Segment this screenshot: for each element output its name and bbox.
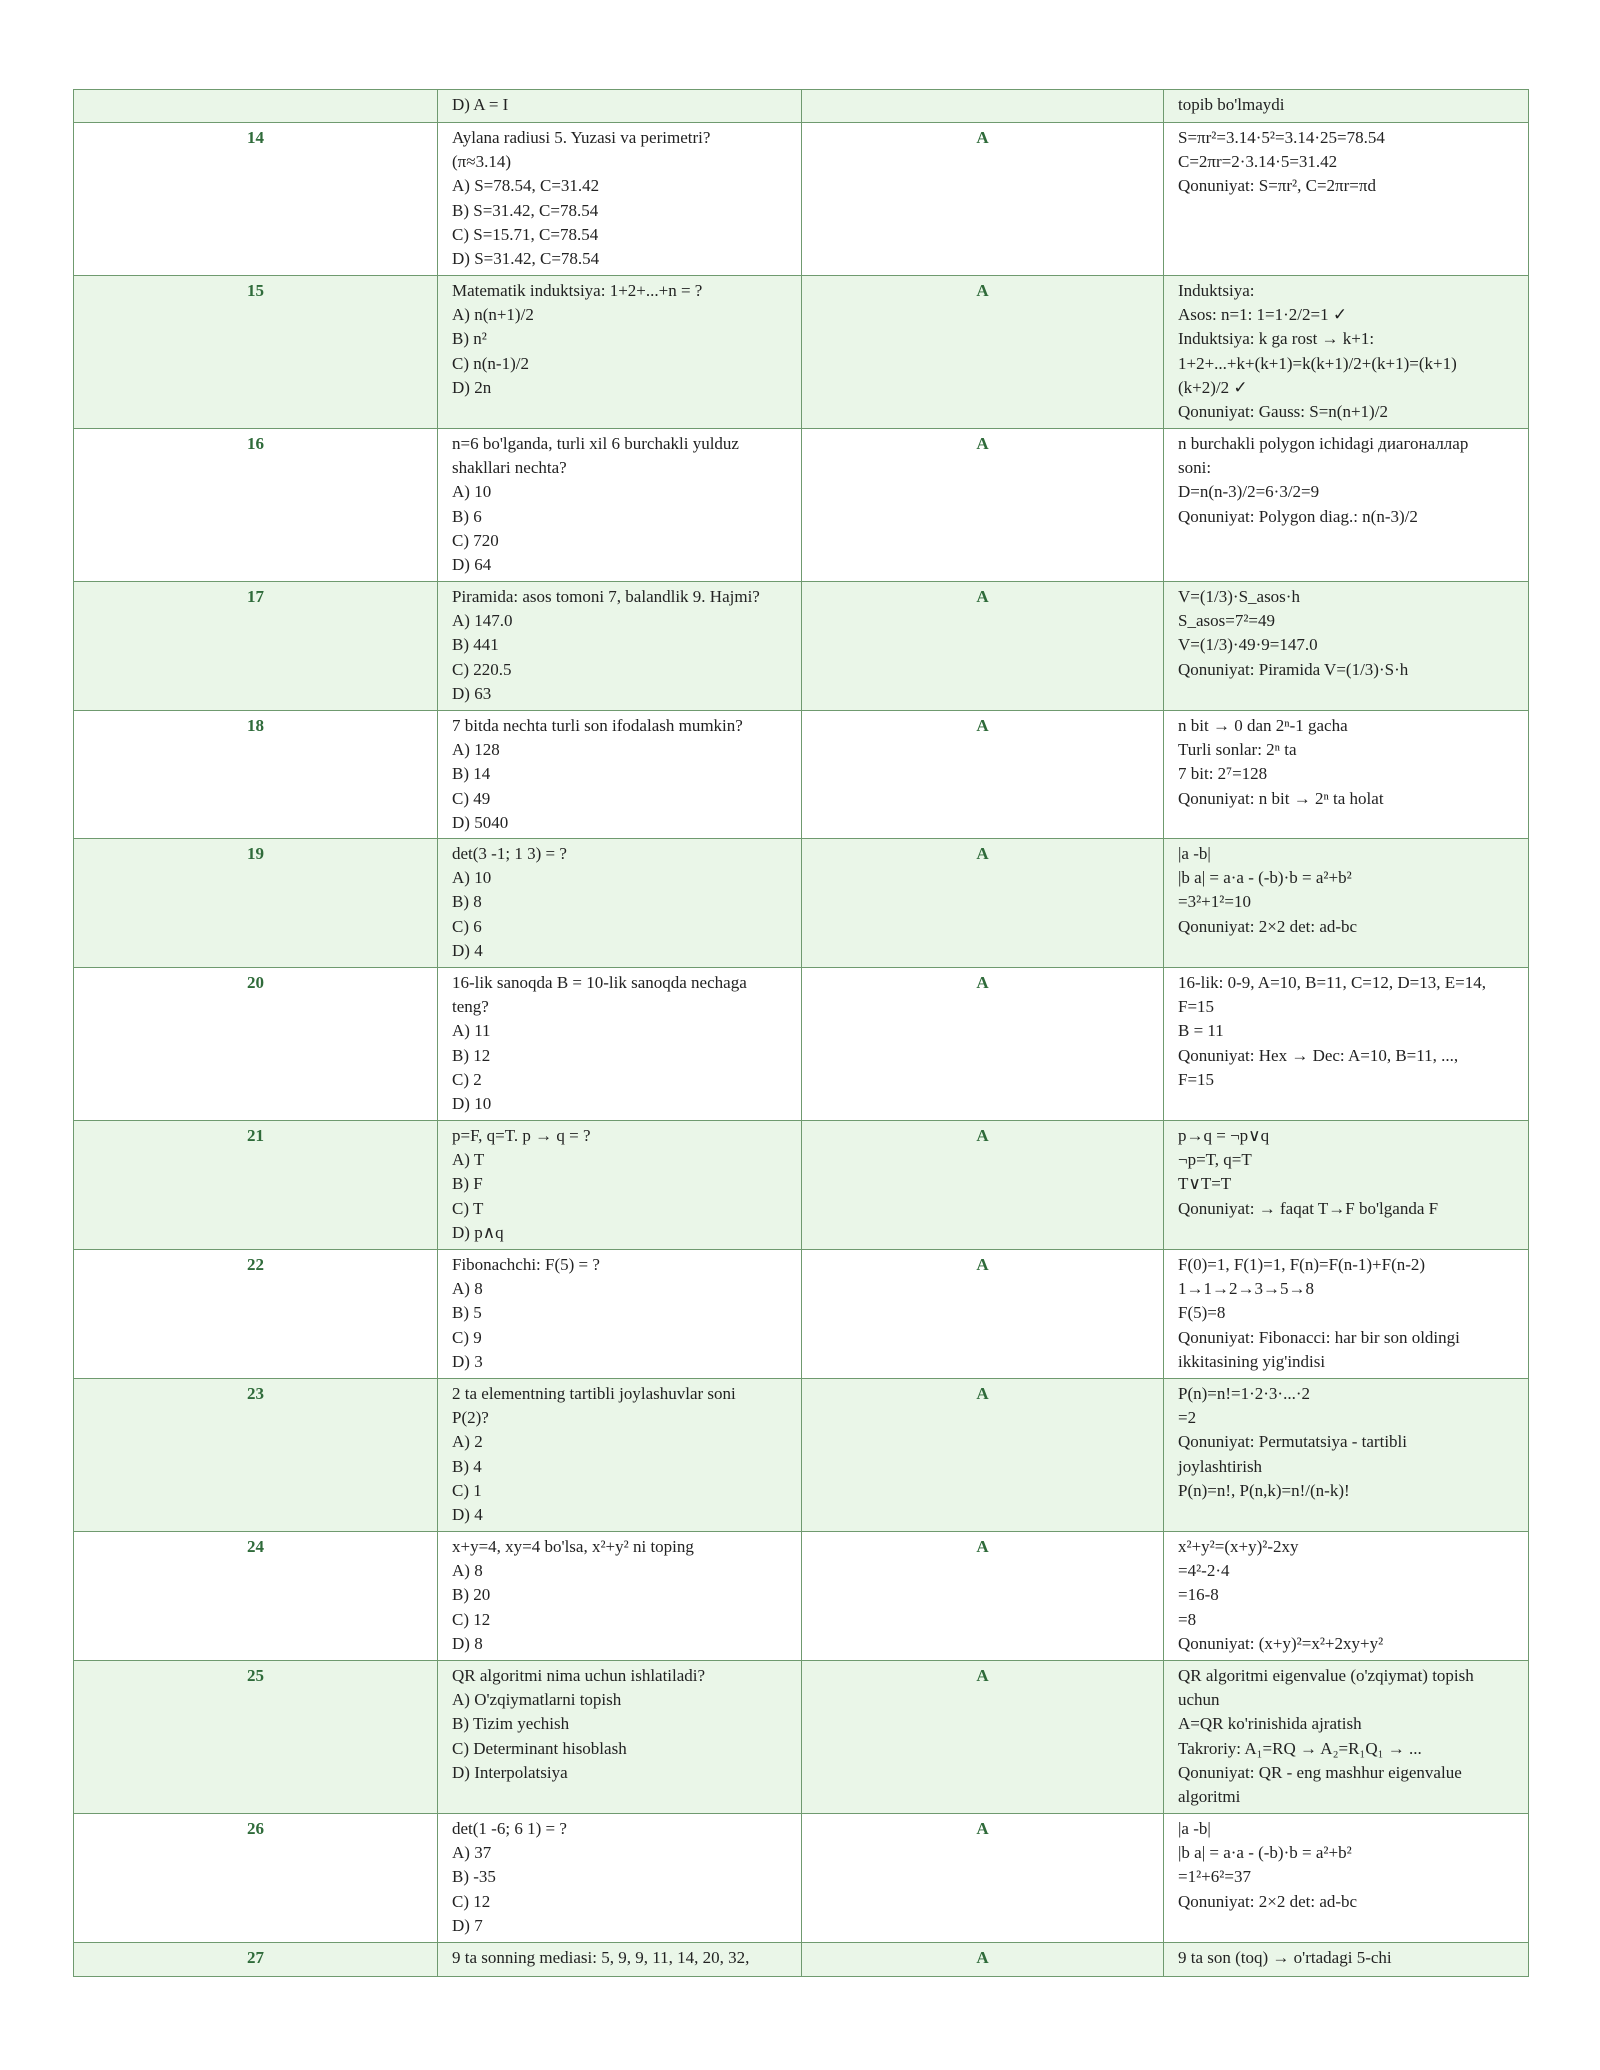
table-row <box>74 1532 1529 1661</box>
question-line: det(1 -6; 6 1) = ? <box>452 1819 567 1839</box>
table-row <box>74 1379 1529 1532</box>
question-line: C) n(n-1)/2 <box>452 353 529 373</box>
question-cell <box>438 839 802 968</box>
table-row <box>74 276 1529 429</box>
table-row <box>74 711 1529 839</box>
question-line: D) 10 <box>452 1094 492 1114</box>
solution-line: QR algoritmi eigenvalue (o'zqiymat) topish <box>1178 1666 1474 1686</box>
answer-letter: A <box>802 839 1164 968</box>
solution-line: Qonuniyat: → faqat T→F bo'lganda F <box>1178 1198 1439 1218</box>
question-line: B) 5 <box>452 1303 482 1323</box>
question-line: D) A = I <box>452 95 509 114</box>
solution-line: Induktsiya: k ga rost → k+1: <box>1178 329 1375 349</box>
table-row <box>74 123 1529 276</box>
question-cell <box>438 968 802 1121</box>
solution-line: =1²+6²=37 <box>1178 1867 1251 1887</box>
solution-line: uchun <box>1178 1690 1220 1710</box>
question-number: 14 <box>74 123 438 276</box>
solution-line: Turli sonlar: 2ⁿ ta <box>1178 740 1297 760</box>
solution-line: 1+2+...+k+(k+1)=k(k+1)/2+(k+1)=(k+1) <box>1178 353 1457 373</box>
solution-line: F(5)=8 <box>1178 1303 1226 1323</box>
question-number: 25 <box>74 1661 438 1814</box>
solution-line: Qonuniyat: Piramida V=(1/3)·S·h <box>1178 659 1409 679</box>
question-number: 23 <box>74 1379 438 1532</box>
question-line: Aylana radiusi 5. Yuzasi va perimetri? <box>452 128 711 147</box>
solution-line: F=15 <box>1178 997 1215 1017</box>
solution-line: V=(1/3)·49·9=147.0 <box>1178 635 1318 655</box>
solution-line: Qonuniyat: 2×2 det: ad-bc <box>1178 916 1358 936</box>
question-cell <box>438 1532 802 1661</box>
question-line: D) 4 <box>452 1505 483 1525</box>
question-line: C) Determinant hisoblash <box>452 1738 627 1758</box>
question-line: A) 10 <box>452 868 492 888</box>
question-number: 21 <box>74 1121 438 1250</box>
question-line: A) 10 <box>452 482 492 502</box>
question-number: 27 <box>74 1943 438 1977</box>
solution-line: Qonuniyat: Polygon diag.: n(n-3)/2 <box>1178 506 1418 526</box>
question-number: 26 <box>74 1814 438 1943</box>
solution-cell <box>1164 1532 1529 1661</box>
solution-line: n bit → 0 dan 2ⁿ-1 gacha <box>1178 716 1348 735</box>
solution-line: S_asos=7²=49 <box>1178 611 1276 631</box>
question-line: B) 4 <box>452 1456 482 1476</box>
solution-line: D=n(n-3)/2=6·3/2=9 <box>1178 482 1320 502</box>
question-line: C) 220.5 <box>452 659 512 679</box>
solution-line: |a -b| <box>1178 1819 1211 1839</box>
table-row <box>74 1814 1529 1943</box>
question-line: P(2)? <box>452 1408 489 1428</box>
solution-cell <box>1164 582 1529 711</box>
question-line: B) F <box>452 1174 483 1194</box>
solution-line: 7 bit: 2⁷=128 <box>1178 764 1268 784</box>
question-number: 19 <box>74 839 438 968</box>
question-number: 15 <box>74 276 438 429</box>
question-number: 16 <box>74 429 438 582</box>
solution-line: T∨T=T <box>1178 1174 1232 1194</box>
question-line: B) 20 <box>452 1585 491 1605</box>
question-line: Piramida: asos tomoni 7, balandlik 9. Hajmi? <box>452 587 760 606</box>
question-line: 7 bitda nechta turli son ifodalash mumkin? <box>452 716 743 735</box>
question-cell <box>438 429 802 582</box>
question-line: D) p∧q <box>452 1222 504 1242</box>
solution-cell <box>1164 1814 1529 1943</box>
answer-letter: A <box>802 582 1164 711</box>
solution-line: Asos: n=1: 1=1·2/2=1 ✓ <box>1178 305 1348 325</box>
question-cell <box>438 1379 802 1532</box>
solution-line: F(0)=1, F(1)=1, F(n)=F(n-1)+F(n-2) <box>1178 1255 1426 1275</box>
question-line: D) 2n <box>452 377 492 397</box>
question-line: D) 7 <box>452 1915 483 1935</box>
question-line: C) 12 <box>452 1891 491 1911</box>
question-cell <box>438 1250 802 1379</box>
question-line: A) S=78.54, C=31.42 <box>452 176 600 196</box>
solution-line: Qonuniyat: Gauss: S=n(n+1)/2 <box>1178 402 1388 422</box>
table-row <box>74 839 1529 968</box>
question-line: D) Interpolatsiya <box>452 1762 568 1782</box>
solution-line: =3²+1²=10 <box>1178 892 1251 912</box>
question-line: QR algoritmi nima uchun ishlatiladi? <box>452 1666 706 1686</box>
solution-line: |a -b| <box>1178 844 1211 864</box>
question-line: C) 6 <box>452 916 482 936</box>
question-cell <box>438 711 802 839</box>
question-line: 2 ta elementning tartibli joylashuvlar soni <box>452 1384 736 1404</box>
question-line: C) 2 <box>452 1069 482 1089</box>
question-line: A) 128 <box>452 740 500 760</box>
solution-cell <box>1164 1250 1529 1379</box>
question-line: A) 2 <box>452 1432 483 1452</box>
question-line: 9 ta sonning mediasi: 5, 9, 9, 11, 14, 20, 32, <box>452 1948 750 1968</box>
question-line: A) 11 <box>452 1021 491 1041</box>
question-number: 24 <box>74 1532 438 1661</box>
solution-line: Qonuniyat: QR - eng mashhur eigenvalue <box>1178 1762 1462 1782</box>
question-line: C) 1 <box>452 1480 482 1500</box>
question-number: 20 <box>74 968 438 1121</box>
question-number: 18 <box>74 711 438 839</box>
answer-letter: A <box>802 1943 1164 1977</box>
answer-letter: A <box>802 123 1164 276</box>
solution-line: (k+2)/2 ✓ <box>1178 377 1248 397</box>
answer-letter: A <box>802 1121 1164 1250</box>
question-line: D) 3 <box>452 1351 483 1371</box>
table-row <box>74 429 1529 582</box>
solution-line: Induktsiya: <box>1178 281 1255 300</box>
solution-line: topib bo'lmaydi <box>1178 95 1285 114</box>
solution-cell <box>1164 1379 1529 1532</box>
question-line: x+y=4, xy=4 bo'lsa, x²+y² ni toping <box>452 1537 694 1557</box>
question-line: shakllari nechta? <box>452 458 567 478</box>
solution-line: P(n)=n!, P(n,k)=n!/(n-k)! <box>1178 1480 1350 1500</box>
solution-line: Qonuniyat: n bit → 2ⁿ ta holat <box>1178 788 1384 808</box>
question-line: C) 720 <box>452 530 499 550</box>
question-line: C) 12 <box>452 1609 491 1629</box>
question-cell <box>438 1121 802 1250</box>
question-number <box>74 90 438 123</box>
questions-table-body <box>74 90 1529 1977</box>
solution-cell <box>1164 1661 1529 1814</box>
question-line: B) Tizim yechish <box>452 1714 570 1734</box>
question-line: B) 441 <box>452 635 499 655</box>
question-line: C) S=15.71, C=78.54 <box>452 224 599 244</box>
solution-line: ¬p=T, q=T <box>1178 1150 1252 1170</box>
solution-cell <box>1164 1121 1529 1250</box>
question-cell <box>438 1661 802 1814</box>
question-line: det(3 -1; 1 3) = ? <box>452 844 567 864</box>
question-line: B) 14 <box>452 764 491 784</box>
solution-cell <box>1164 90 1529 123</box>
solution-line: 9 ta son (toq) → o'rtadagi 5-chi <box>1178 1948 1392 1968</box>
question-cell <box>438 276 802 429</box>
question-line: B) 12 <box>452 1045 491 1065</box>
question-line: B) n² <box>452 329 487 349</box>
questions-table <box>73 89 1529 1977</box>
solution-line: |b a| = a·a - (-b)·b = a²+b² <box>1178 868 1352 888</box>
solution-line: ikkitasining yig'indisi <box>1178 1351 1326 1371</box>
solution-line: algoritmi <box>1178 1787 1241 1807</box>
question-line: A) 8 <box>452 1561 483 1581</box>
solution-line: Qonuniyat: Hex → Dec: A=10, B=11, ..., <box>1178 1045 1459 1065</box>
question-line: A) 8 <box>452 1279 483 1299</box>
question-line: A) O'zqiymatlarni topish <box>452 1690 622 1710</box>
solution-line: p→q = ¬p∨q <box>1178 1126 1270 1146</box>
question-line: Matematik induktsiya: 1+2+...+n = ? <box>452 281 703 300</box>
question-line: D) 4 <box>452 940 483 960</box>
question-line: n=6 bo'lganda, turli xil 6 burchakli yulduz <box>452 434 739 453</box>
question-line: Fibonachchi: F(5) = ? <box>452 1255 600 1275</box>
solution-line: V=(1/3)·S_asos·h <box>1178 587 1300 606</box>
question-line: p=F, q=T. p → q = ? <box>452 1126 591 1146</box>
solution-line: joylashtirish <box>1178 1456 1263 1476</box>
table-row <box>74 1943 1529 1977</box>
solution-line: S=πr²=3.14·5²=3.14·25=78.54 <box>1178 128 1385 147</box>
solution-line: Qonuniyat: Permutatsiya - tartibli <box>1178 1432 1407 1452</box>
table-row <box>74 1250 1529 1379</box>
question-line: B) S=31.42, C=78.54 <box>452 200 599 220</box>
solution-cell <box>1164 839 1529 968</box>
table-row <box>74 1121 1529 1250</box>
question-line: (π≈3.14) <box>452 152 511 172</box>
solution-line: Qonuniyat: Fibonacci: har bir son oldingi <box>1178 1327 1460 1347</box>
solution-cell <box>1164 276 1529 429</box>
solution-line: =2 <box>1178 1408 1197 1428</box>
answer-letter: A <box>802 1661 1164 1814</box>
solution-line: |b a| = a·a - (-b)·b = a²+b² <box>1178 1843 1352 1863</box>
question-number: 17 <box>74 582 438 711</box>
answer-letter <box>802 90 1164 123</box>
solution-line: Qonuniyat: 2×2 det: ad-bc <box>1178 1891 1358 1911</box>
solution-cell <box>1164 1943 1529 1977</box>
question-line: A) T <box>452 1150 485 1170</box>
answer-letter: A <box>802 1532 1164 1661</box>
solution-line: B = 11 <box>1178 1021 1224 1041</box>
question-line: D) S=31.42, C=78.54 <box>452 249 600 269</box>
answer-letter: A <box>802 1379 1164 1532</box>
solution-line: x²+y²=(x+y)²-2xy <box>1178 1537 1299 1557</box>
solution-line: n burchakli polygon ichidagi диагоналлар <box>1178 434 1469 453</box>
solution-line: A=QR ko'rinishida ajratish <box>1178 1714 1362 1734</box>
solution-line: F=15 <box>1178 1069 1215 1089</box>
question-line: C) T <box>452 1198 484 1218</box>
question-number: 22 <box>74 1250 438 1379</box>
answer-letter: A <box>802 711 1164 839</box>
question-line: C) 49 <box>452 788 491 808</box>
solution-cell <box>1164 711 1529 839</box>
solution-line: Qonuniyat: (x+y)²=x²+2xy+y² <box>1178 1633 1384 1653</box>
solution-line: =8 <box>1178 1609 1197 1629</box>
question-line: A) 37 <box>452 1843 492 1863</box>
question-line: D) 64 <box>452 555 492 575</box>
question-line: A) n(n+1)/2 <box>452 305 534 325</box>
table-row <box>74 1661 1529 1814</box>
question-line: 16-lik sanoqda B = 10-lik sanoqda nechaga <box>452 973 747 993</box>
question-cell <box>438 1814 802 1943</box>
question-line: D) 63 <box>452 683 492 703</box>
table-row <box>74 90 1529 123</box>
solution-line: Qonuniyat: S=πr², C=2πr=πd <box>1178 176 1376 196</box>
solution-line: 1→1→2→3→5→8 <box>1178 1279 1314 1299</box>
solution-line: Takroriy: A₁=RQ → A₂=R₁Q₁ → ... <box>1178 1738 1422 1758</box>
answer-letter: A <box>802 429 1164 582</box>
question-cell <box>438 90 802 123</box>
solution-line: C=2πr=2·3.14·5=31.42 <box>1178 152 1338 172</box>
question-line: A) 147.0 <box>452 611 513 631</box>
solution-line: soni: <box>1178 458 1212 478</box>
solution-line: =16-8 <box>1178 1585 1219 1605</box>
table-row <box>74 582 1529 711</box>
solution-line: P(n)=n!=1·2·3·...·2 <box>1178 1384 1311 1404</box>
answer-letter: A <box>802 1814 1164 1943</box>
solution-cell <box>1164 429 1529 582</box>
question-cell <box>438 1943 802 1977</box>
question-line: D) 5040 <box>452 812 509 832</box>
solution-line: =4²-2·4 <box>1178 1561 1230 1581</box>
question-line: teng? <box>452 997 489 1017</box>
question-line: B) 6 <box>452 506 482 526</box>
solution-cell <box>1164 968 1529 1121</box>
answer-letter: A <box>802 1250 1164 1379</box>
table-row <box>74 968 1529 1121</box>
answer-letter: A <box>802 276 1164 429</box>
question-line: B) -35 <box>452 1867 496 1887</box>
question-line: D) 8 <box>452 1633 483 1653</box>
solution-line: 16-lik: 0-9, A=10, B=11, C=12, D=13, E=14, <box>1178 973 1486 993</box>
question-line: C) 9 <box>452 1327 482 1347</box>
answer-letter: A <box>802 968 1164 1121</box>
solution-cell <box>1164 123 1529 276</box>
question-cell <box>438 582 802 711</box>
question-line: B) 8 <box>452 892 482 912</box>
question-cell <box>438 123 802 276</box>
